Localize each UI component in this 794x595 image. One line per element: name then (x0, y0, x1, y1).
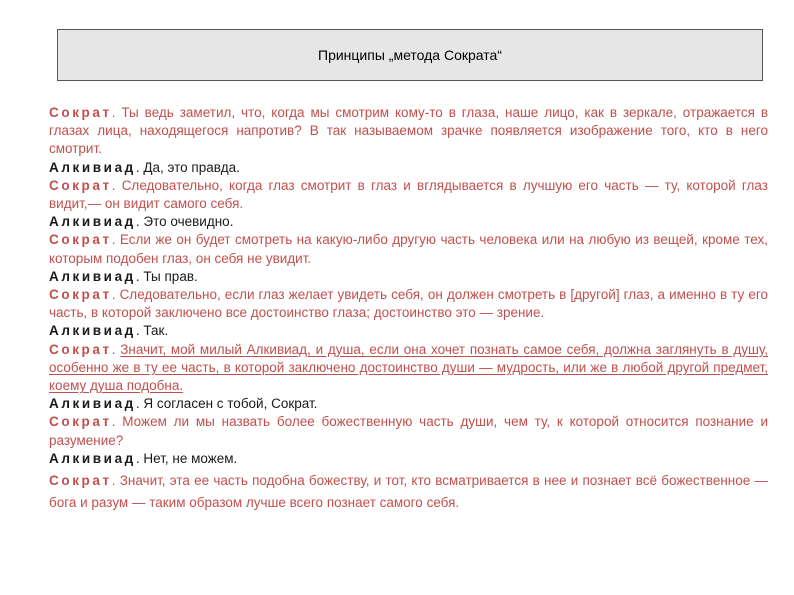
speaker-name: Сократ (49, 341, 112, 357)
dialogue-line (49, 231, 768, 267)
speaker-name: Алкивиад (49, 159, 136, 175)
speaker-name: Алкивиад (49, 396, 136, 412)
dialogue-line (49, 286, 768, 322)
line-text: Можем ли мы назвать более божественную часть души, чем ту, к которой относится познание и разумение? (49, 414, 768, 448)
speaker-name: Алкивиад (49, 268, 136, 284)
speaker-separator: . (111, 105, 116, 120)
speaker-separator: . (111, 414, 116, 430)
speaker-separator: . (135, 323, 140, 339)
line-text: Ты ведь заметил, что, когда мы смотрим кому-то в глаза, наше лицо, как в зеркале, отражается в глазах лица, находящегося напротив? В так называемом зрачке появляется изображение того, кто в него смотрит. (49, 105, 768, 157)
speaker-name: Алкивиад (49, 323, 136, 339)
speaker-name: Сократ (49, 414, 112, 430)
dialogue-line (49, 341, 768, 396)
speaker-separator: . (111, 232, 116, 248)
speaker-name: Сократ (49, 177, 112, 193)
line-text: Если же он будет смотреть на какую-либо другую часть человека или на любую из вещей, кроме тех, которым подобен глаз, он себя не увидит. (49, 232, 768, 266)
speaker-name: Сократ (49, 232, 112, 248)
highlighted-passage: Значит, мой милый Алкивиад, и душа, если она хочет познать самое себя, должна заглянуть в душу, особенно же в ту ее часть, в которой заключено достоинство души — мудрость, или же в любой другой предмет, коему душа подобна. (49, 341, 768, 394)
line-text: Это очевидно. (143, 214, 234, 230)
dialogue-line (49, 395, 768, 413)
line-text: Ты прав. (143, 268, 198, 284)
dialogue-line (49, 104, 768, 159)
speaker-separator: . (135, 396, 140, 412)
line-text: Так. (143, 323, 169, 339)
speaker-name: Сократ (49, 473, 112, 489)
speaker-separator: . (111, 473, 116, 489)
speaker-separator: . (111, 177, 116, 193)
line-text: Следовательно, если глаз желает увидеть себя, он должен смотреть в [другой] глаз, а именно в ту его часть, в которой заключено все достоинство глаза; достоинство это — зрение. (49, 287, 768, 321)
speaker-separator: . (135, 450, 140, 466)
line-text: Нет, не можем. (143, 450, 238, 466)
speaker-separator: . (135, 159, 140, 175)
speaker-separator: . (135, 214, 140, 230)
page-title: Принципы „метода Сократа“ (318, 47, 502, 63)
dialogue-line (49, 450, 768, 468)
line-text: Я согласен с тобой, Сократ. (143, 396, 318, 412)
dialogue-text (49, 104, 768, 514)
dialogue-line (49, 213, 768, 231)
line-text: Да, это правда. (143, 159, 240, 175)
speaker-name: Алкивиад (49, 214, 136, 230)
dialogue-line (49, 177, 768, 213)
dialogue-line (49, 322, 768, 340)
speaker-name: Сократ (49, 287, 112, 303)
speaker-name: Сократ (49, 105, 112, 120)
line-text: Значит, эта ее часть подобна божеству, и тот, кто всматривается в нее и познает всё божественное — бога и разум — таким образом лучше всего познает самого себя. (49, 473, 768, 511)
line-text: Следовательно, когда глаз смотрит в глаз и вглядывается в лучшую его часть — ту, которой глаз видит,— он видит самого себя. (49, 177, 768, 212)
dialogue-line (49, 268, 768, 286)
dialogue-line (49, 413, 768, 449)
dialogue-line (49, 159, 768, 177)
dialogue-line (49, 470, 768, 514)
speaker-separator: . (111, 287, 116, 303)
speaker-name: Алкивиад (49, 450, 136, 466)
title-box (57, 29, 763, 81)
speaker-separator: . (135, 268, 140, 284)
speaker-separator: . (111, 341, 116, 357)
